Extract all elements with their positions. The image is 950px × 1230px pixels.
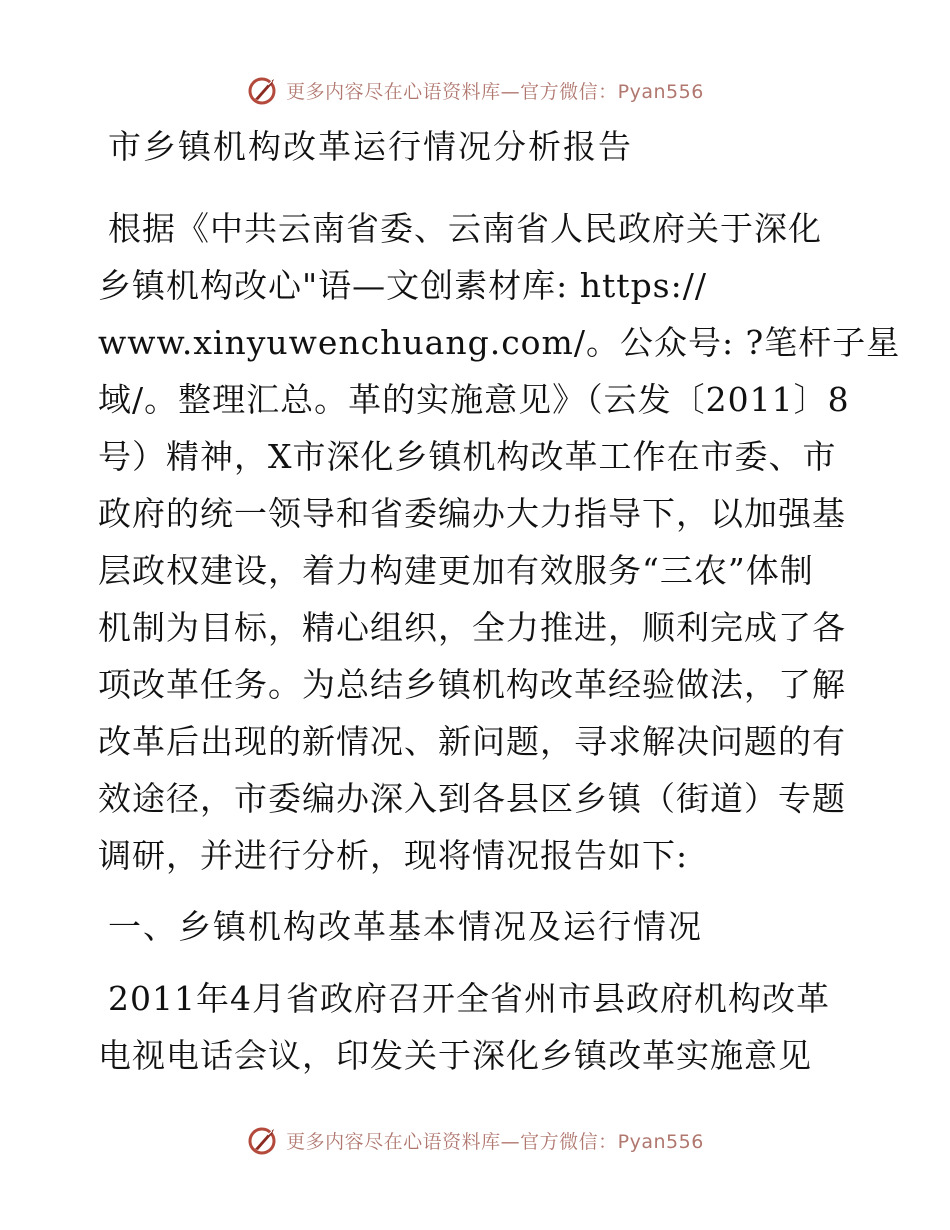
- section-heading: 一、乡镇机构改革基本情况及运行情况: [108, 907, 703, 946]
- text-line: 改革后出现的新情况、新问题，寻求解决问题的有: [98, 722, 846, 761]
- watermark-banner-top: [0, 70, 950, 110]
- quill-pen-logo-icon: [246, 1123, 280, 1157]
- text-line: 2011年4月省政府召开全省州市县政府机构改革: [108, 979, 830, 1018]
- text-line: www.xinyuwenchuang.com/。公众号: ?笔杆子星: [98, 323, 901, 362]
- paragraph-intro: [98, 200, 901, 884]
- text-line: 电视电话会议，印发关于深化乡镇改革实施意见: [98, 1036, 812, 1075]
- text-line: 层政权建设，着力构建更加有效服务“三农”体制: [98, 551, 814, 590]
- document-title: 市乡镇机构改革运行情况分析报告: [108, 127, 633, 166]
- text-line: 根据《中共云南省委、云南省人民政府关于深化: [108, 209, 822, 248]
- text-line: 号）精神，X市深化乡镇机构改革工作在市委、市: [98, 437, 837, 476]
- watermark-text: 更多内容尽在心语资料库—官方微信：Pyan556: [286, 80, 704, 103]
- document-body: [98, 118, 901, 1084]
- text-line: 乡镇机构改心"语—文创素材库: https://: [98, 266, 707, 305]
- text-line: 政府的统一领导和省委编办大力指导下，以加强基: [98, 494, 846, 533]
- paragraph-section1: [98, 970, 850, 1084]
- text-line: 机制为目标，精心组织，全力推进，顺利完成了各: [98, 608, 846, 647]
- text-line: 项改革任务。为总结乡镇机构改革经验做法，了解: [98, 665, 846, 704]
- watermark-banner-bottom: [0, 1120, 950, 1160]
- quill-pen-logo-icon: [246, 73, 280, 107]
- watermark-text: 更多内容尽在心语资料库—官方微信：Pyan556: [286, 1130, 704, 1153]
- text-line: 调研，并进行分析，现将情况报告如下:: [98, 836, 689, 875]
- text-line: 域/。整理汇总。革的实施意见》（云发〔2011〕8: [98, 380, 850, 419]
- text-line: 效途径，市委编办深入到各县区乡镇（街道）专题: [98, 779, 846, 818]
